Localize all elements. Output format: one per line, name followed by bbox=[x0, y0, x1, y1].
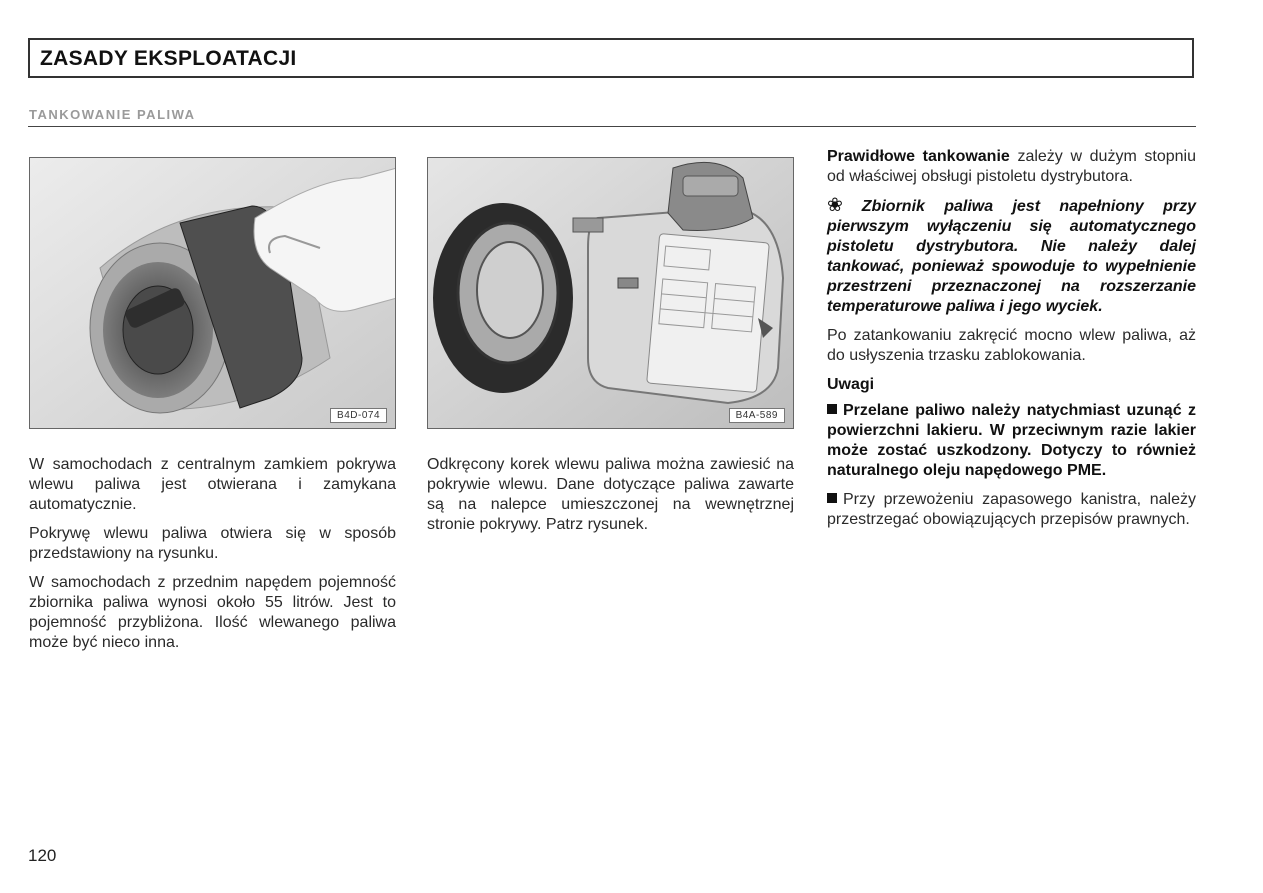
paragraph: Odkręcony korek wlewu paliwa można zawiesić na pokrywie wlewu. Dane dotyczące paliwa zawarte są na nalepce umieszczonej na wewnętrznej stronie pokrywy. Patrz rysunek. bbox=[427, 456, 794, 533]
paragraph: W samochodach z przednim napędem pojemność zbiornika paliwa wynosi około 55 litrów. Jest to pojemność przybliżona. Ilość wlewanego paliwa może być nieco inna. bbox=[29, 574, 396, 651]
page-number: 120 bbox=[28, 846, 57, 865]
column-3 bbox=[827, 147, 1196, 539]
square-bullet-icon bbox=[827, 404, 837, 414]
square-bullet-icon bbox=[827, 493, 837, 503]
column-1 bbox=[29, 455, 396, 662]
note-text: Przy przewożeniu zapasowego kanistra, należy przestrzegać obowiązujących przepisów prawnych. bbox=[827, 491, 1196, 528]
chapter-header bbox=[28, 38, 1194, 78]
paragraph: Po zatankowaniu zakręcić mocno wlew paliwa, aż do usłyszenia trzasku zablokowania. bbox=[827, 327, 1196, 364]
note-text: Przelane paliwo należy natychmiast uzunąć z powierzchni lakieru. W przeciwnym razie lakier może zostać uszkodzony. Dotyczy to również naturalnego oleju napędowego PME. bbox=[827, 402, 1196, 479]
environment-warning-icon: ❀ bbox=[827, 195, 858, 216]
paragraph: W samochodach z centralnym zamkiem pokrywa wlewu paliwa jest otwierana i zamykana automatycznie. bbox=[29, 456, 396, 513]
figure-code: B4D-074 bbox=[330, 408, 387, 423]
chapter-title: ZASADY EKSPLOATACJI bbox=[40, 47, 297, 70]
note-bold bbox=[827, 401, 1196, 481]
section-label: TANKOWANIE PALIWA bbox=[29, 107, 196, 122]
fuel-cap-hanging-illustration bbox=[428, 158, 794, 429]
fuel-flap-opening-illustration bbox=[30, 158, 396, 429]
paragraph-intro bbox=[827, 147, 1196, 187]
paragraph: Pokrywę wlewu paliwa otwiera się w sposób przedstawiony na rysunku. bbox=[29, 525, 396, 562]
figure-fuel-flap bbox=[29, 157, 396, 429]
figure-code: B4A-589 bbox=[729, 408, 785, 423]
notes-heading: Uwagi bbox=[827, 376, 875, 393]
warning-text: Zbiornik paliwa jest napełniony przy pierwszym wyłączeniu się automatycznego pistoletu dystrybutora. Nie należy dalej tankować, ponieważ spowoduje to wypełnienie przestrzeni przeznaczonej na rozszerzanie temperaturowe paliwa i jego wyciek. bbox=[827, 198, 1197, 315]
paragraph-text: zależy w dużym stopniu od właściwej obsługi pistoletu dystrybutora. bbox=[827, 148, 1197, 185]
note bbox=[827, 490, 1196, 530]
warning-paragraph bbox=[827, 196, 1196, 317]
bold-lead: Prawidłowe tankowanie bbox=[827, 148, 1010, 165]
figure-fuel-cap bbox=[427, 157, 794, 429]
column-2 bbox=[427, 455, 794, 544]
section-divider bbox=[28, 126, 1196, 127]
